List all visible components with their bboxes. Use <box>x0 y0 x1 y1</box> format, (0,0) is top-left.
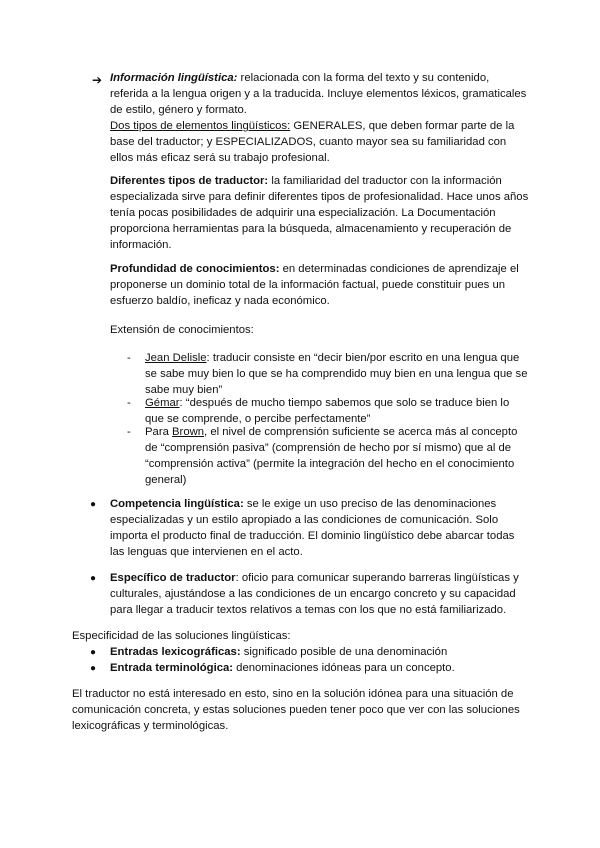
list-item-delisle <box>145 350 530 398</box>
info-linguistica-title: Información lingüística: <box>110 72 238 84</box>
lexicograficas-text: significado posible de una denominación <box>240 646 448 658</box>
tipos-traductor-text: la familiaridad del traductor con la información especializada sirve para definir diferentes tipos de profesionalidad. Hace unos años tenía pocas posibilidades de adquirir una especialización. La Documentación proporciona herramientas para la búsqueda, almacenamiento y recuperación de información. <box>110 175 529 251</box>
especifico-text: : oficio para comunicar superando barreras lingüísticas y culturales, ajustándose a las condiciones de un encargo concreto y su capacidad para llegar a traducir textos relativos a temas con los que no está familiarizado. <box>110 572 519 616</box>
list-dash-marker: - <box>127 352 131 364</box>
bullet-dot-icon: ● <box>90 663 97 674</box>
bullet-dot-icon: ● <box>90 499 97 510</box>
lexicograficas-title: Entradas lexicográficas: <box>110 646 241 658</box>
list-item-text: : traducir consiste en “decir bien/por escrito en una lengua que se sabe muy bien lo que se ha comprendido muy bien en una lengua que se sabe muy bien” <box>145 352 528 396</box>
profundidad-paragraph <box>110 261 530 309</box>
profundidad-title: Profundidad de conocimientos: <box>110 263 280 275</box>
bullet-dot-icon: ● <box>90 573 97 584</box>
profundidad-text: en determinadas condiciones de aprendizaje el proponerse un dominio total de la información factual, puede constituir pues un esfuerzo baldío, ineficaz y nada económico. <box>110 263 519 307</box>
terminologica-text: denominaciones idóneas para un concepto. <box>233 662 455 674</box>
info-linguistica-paragraph <box>110 70 530 166</box>
list-item-terminologica <box>110 660 530 676</box>
list-item-text: : “después de mucho tiempo sabemos que solo se traduce bien lo que se comprende, o percibe perfectamente” <box>145 397 510 425</box>
list-dash-marker: - <box>127 397 131 409</box>
arrow-bullet-icon: ➔ <box>92 73 103 87</box>
list-item-brown <box>145 424 530 488</box>
tipos-elementos-title: Dos tipos de elementos lingüísticos: <box>110 120 291 132</box>
extension-heading: Extensión de conocimientos: <box>110 324 254 336</box>
tipos-elementos-text: GENERALES, que deben formar parte de la base del traductor; y ESPECIALIZADOS, cuanto mayor sea su familiaridad con ellos más eficaz será su trabajo profesional. <box>110 120 515 164</box>
list-dash-marker: - <box>127 426 131 438</box>
bullet-dot-icon: ● <box>90 647 97 658</box>
especifico-title: Específico de traductor <box>110 572 236 584</box>
author-gemar: Gémar <box>145 397 180 409</box>
author-brown: Brown <box>172 426 205 438</box>
terminologica-title: Entrada terminológica: <box>110 662 234 674</box>
list-item-lexicograficas <box>110 644 530 660</box>
info-linguistica-text: relacionada con la forma del texto y su contenido, referida a la lengua origen y a la traducida. Incluye elementos léxicos, gramaticales de estilo, género y formato. <box>110 72 527 116</box>
list-item-prefix: Para <box>145 426 173 438</box>
competencia-title: Competencia lingüística: <box>110 498 244 510</box>
list-item-text: , el nivel de comprensión suficiente se acerca más al concepto de “comprensión pasiva” (comprensión de hecho por sí mismo) que al de “comprensión activa” (permite la integración del hecho en el conocimiento general) <box>145 426 518 486</box>
especificidad-heading: Especificidad de las soluciones lingüísticas: <box>72 630 291 642</box>
conclusion-paragraph: El traductor no está interesado en esto, sino en la solución idónea para una situación de comunicación concreta, y estas soluciones pueden tener poco que ver con las soluciones lexicográficas y terminológicas. <box>72 688 520 732</box>
competencia-paragraph <box>110 496 530 560</box>
competencia-text: se le exige un uso preciso de las denominaciones especializadas y un estilo apropiado a las condiciones de comunicación. Solo importa el producto final de traducción. El dominio lingüístico debe abarcar todas las lenguas que intervienen en el acto. <box>110 498 515 558</box>
especifico-paragraph <box>110 570 530 618</box>
tipos-traductor-paragraph <box>110 173 530 253</box>
list-item-gemar <box>145 395 530 427</box>
tipos-traductor-title: Diferentes tipos de traductor: <box>110 175 269 187</box>
author-jean-delisle: Jean Delisle <box>145 352 207 364</box>
